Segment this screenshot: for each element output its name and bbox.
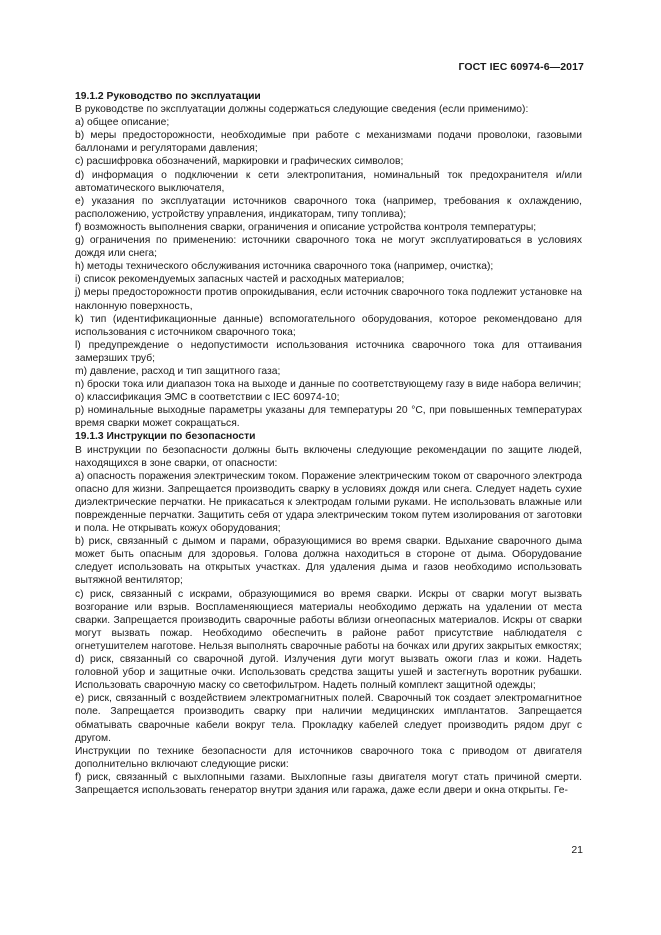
section-1913-list — [75, 470, 582, 745]
list-item: d) информация о подключении к сети электропитания, номинальный ток предохранителя и/или автоматического выключателя, — [75, 169, 582, 194]
list-item: i) список рекомендуемых запасных частей и расходных материалов; — [75, 274, 405, 286]
list-item: f) возможность выполнения сварки, ограничения и описание устройства контроля температуры; — [75, 221, 537, 233]
section-1912-list — [75, 116, 582, 430]
section-heading-1913: 19.1.3 Инструкции по безопасности — [75, 431, 256, 443]
list-item: c) риск, связанный с искрами, образующимися во время сварки. Искры от сварки могут вызвать возгорание или взрыв. Воспламеняющиеся материалы необходимо держать на удалении от места сварки. Запрещается производить сварочные работы вблизи огнеопасных материалов. Искры от сварки могут вызвать пожар. Необходимо обеспечить в районе работ присутствие наблюдателя с огнетушителем наготове. Нельзя выполнять сварочные работы на бочках или других закрытых емкостях; — [75, 588, 582, 652]
list-item: o) классификация ЭМС в соответствии с IEC 60974-10; — [75, 392, 340, 404]
list-item: f) риск, связанный с выхлопными газами. Выхлопные газы двигателя могут стать причиной смерти. Запрещается использовать генератор внутри здания или гаража, даже если двери и окна открыты. Ге- — [75, 771, 582, 796]
engine-safety-intro: Инструкции по технике безопасности для источников сварочного тока с приводом от двигателя дополнительно включают следующие риски: — [75, 745, 582, 770]
list-item: а) опасность поражения электрическим током. Поражение электрическим током от сварочного электрода опасно для жизни. Запрещается производить сварку в условиях дождя или снега. Следует надеть сухие диэлектрические перчатки. Не прикасаться к электродам голыми руками. Не использовать влажные или поврежденные перчатки. Защитить себя от удара электрическим током путем изолирования от заготовки и пола. Не открывать кожух оборудования; — [75, 470, 582, 535]
section-1912-intro: В руководстве по эксплуатации должны содержаться следующие сведения (если применимо): — [75, 104, 529, 116]
list-item: l) предупреждение о недопустимости использования источника сварочного тока для оттаивания замерзших труб; — [75, 339, 582, 364]
list-item: а) общее описание; — [75, 117, 170, 129]
list-item: g) ограничения по применению: источники сварочного тока не могут эксплуатироваться в условиях дождя или снега; — [75, 235, 582, 260]
list-item: m) давление, расход и тип защитного газа; — [75, 365, 281, 377]
list-item: p) номинальные выходные параметры указаны для температуры 20 °С, при повышенных температурах время сварки может сокращаться. — [75, 405, 582, 430]
list-item: b) меры предосторожности, необходимые при работе с механизмами подачи проволоки, газовыми баллонами и регуляторами давления; — [75, 130, 582, 155]
list-item: n) броски тока или диапазон тока на выходе и данные по соответствующему газу в виде набора величин; — [75, 379, 582, 391]
page-body — [75, 90, 582, 797]
list-item: k) тип (идентификационные данные) вспомогательного оборудования, которое рекомендовано для использования с источником сварочного тока; — [75, 313, 582, 338]
list-item: d) риск, связанный со сварочной дугой. Излучения дуги могут вызвать ожоги глаз и кожи. Надеть головной убор и защитные очки. Использовать средства защиты ушей и застегнуть воротник рубашки. Использовать сварочную маску со светофильтром. Надеть полный комплект защитной одежды; — [75, 654, 582, 692]
list-item: j) меры предосторожности против опрокидывания, если источник сварочного тока подлежит установке на наклонную поверхность, — [75, 287, 582, 312]
list-item: c) расшифровка обозначений, маркировки и графических символов; — [75, 156, 404, 168]
section-heading-1912: 19.1.2 Руководство по эксплуатации — [75, 91, 261, 102]
list-item: e) указания по эксплуатации источников сварочного тока (например, требования к охлаждению, расположению, устройству управления, индикаторам, типу топлива); — [75, 195, 582, 220]
section-1913-intro: В инструкции по безопасности должны быть включены следующие рекомендации по защите людей, находящихся в зоне сварки, от опасности: — [75, 444, 582, 469]
standard-header: ГОСТ IEC 60974-6—2017 — [458, 61, 584, 73]
list-item: b) риск, связанный с дымом и парами, образующимися во время сварки. Вдыхание сварочного дыма может быть опасным для здоровья. Голова должна находиться в стороне от дыма. Оборудование следует использовать на открытых участках. Для удаления дыма и газов необходимо использовать вытяжной вентилятор; — [75, 536, 582, 587]
page-number: 21 — [571, 844, 583, 856]
list-item: h) методы технического обслуживания источника сварочного тока (например, очистка); — [75, 261, 494, 273]
list-item: e) риск, связанный с воздействием электромагнитных полей. Сварочный ток создает электромагнитное поле. Запрещается производить сварку при наличии медицинских имплантатов. Запрещается обматывать сварочные кабели вокруг тела. Прокладку кабелей следует производить рядом друг с другом. — [75, 693, 582, 744]
